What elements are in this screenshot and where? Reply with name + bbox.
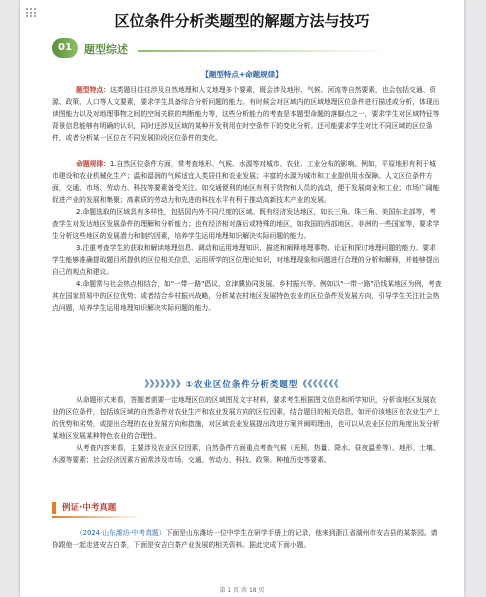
page-number: 第 1 页 共 18 页 <box>219 587 265 594</box>
features-text: 这类题目往往涉及自然地理和人文地理多个要素，既会涉及地形、气候、河流等自然要素，也会包括交通、资源、政策、人口等人文要素，要求学生具备综合分析问题的能力。有时候会对区域内的区域地理区位条件进行描述或分析，体现出读图能力以及对地理事物之间的空间关联的判断能力等，这些分析能力的考查是本题型命题的落脚点之一，要求学生对区域特征等背景信息能够有明确的认识，同时还涉及区域的某种开发利用在时空条件下的变化分析。还可能要求学生对比不同区域的区位条件，或者分析某一区位在不同发展阶段区位条件的变化。 <box>52 86 440 142</box>
rule-item: 3.注重考查学生的获取和解读地理信息、调动和运用地理知识、描述和阐释地理事物、论证和探讨地理问题的能力。要求学生能够准确提取题目所提供的区位相关信息，运用所学的区位理论知识，对地理现象和问题进行合理的分析和解释，并能够提出自己的观点和建议。 <box>52 244 440 276</box>
example-header <box>52 500 152 516</box>
rule-item: 1.自然区位条件方面，常考查地形、气候、水源等对城市、农业、工业分布的影响。例如，平原地形有利于城市建设和农业机械化生产；温和湿润的气候适宜人类居住和农业发展；丰富的水源为城市和工业提供用水保障。人文区位条件方面，交通、市场、劳动力、科技等要素备受关注。如交通便利的地区有利于货物和人员的流动，便于发展商业和工业；市场广阔能促进产业的发展和集聚；高素质的劳动力和先进的科技水平有利于推动高新技术产业的发展。 <box>52 160 440 204</box>
analysis-paragraph: 从命题形式来看，答题者需要一定地理区位的区域图及文字材料，要求考生根据图文信息和所学知识，分析该地区发展农业的区位条件，包括该区域的自然条件对农业生产和农业发展方向的区位因素，结合题目的相关信息，如评价该地区在农业生产上的优势和劣势，或提出合理的农业发展方向和措施，对区域农业发展提出改进方案并阐明理由，也可以从农业区位的角度出发分析某地区发展某种特色农业的合理性。 <box>52 396 440 440</box>
section-label: 题型综述 <box>84 43 128 56</box>
question-stem <box>52 527 442 551</box>
rules-label: 命题规律： <box>76 160 110 168</box>
subsection-title: 》》》》》》》①农业区位条件分析类题型《《《《《《《 <box>144 380 340 390</box>
features-label: 题型特点： <box>76 86 110 94</box>
example-marker <box>52 502 56 514</box>
rules-section <box>52 158 442 314</box>
section-header <box>52 38 382 60</box>
page-title: 区位条件分析类题型的解题方法与技巧 <box>114 12 370 30</box>
rule-item: 2.命题选取的区域具有多样性，包括国内外不同尺度的区域。既有经济发达地区，如长三角、珠三角、美国东北部等，考查学生对发达地区发展条件的理解和分析能力；也有经济相对落后或特殊的地区，如我国的西部地区、非洲的一些国家等，要求学生分析这些地区的发展潜力和制约因素，培养学生运用地理知识解决实际问题的能力。 <box>52 208 440 240</box>
features-paragraph <box>52 84 442 144</box>
analysis-paragraph: 从考查内容来看，主要涉及农业区位因素，自然条件方面重点考查气候（光照、热量、降水、昼夜温差等）、地形、土壤、水源等要素；社会经济因素方面常涉及市场、交通、劳动力、科技、政策、种植历史等要素。 <box>52 444 440 464</box>
section-divider <box>138 50 388 52</box>
document-page <box>20 0 464 597</box>
question-text: 下面是山东潍坊一位中学生在研学手册上的记录，他来到浙江省湖州市安吉县的某茶园。请你跟他一起走进安吉白茶，下面是安吉白茶产业发展的相关资料。据此完成下面小题。 <box>52 529 438 549</box>
example-label: 例证·中考真题 <box>62 503 117 513</box>
analysis-section <box>52 394 442 466</box>
subheading: 【题型特点+命题规律】 <box>201 70 283 79</box>
section-number-badge: 01 <box>52 38 78 58</box>
example-underline <box>52 516 142 518</box>
rule-item: 4.命题常与社会热点相结合，如"一带一路"倡议、京津冀协同发展、乡村振兴等。例如以"一带一路"沿线某地区为例，考查其在国家贸易中的区位优势；或者结合乡村振兴战略，分析某农村地区发展特色农业的区位条件及发展方向，引导学生关注社会热点问题，培养学生运用地理知识解决实际问题的能力。 <box>52 280 442 312</box>
question-source: （2024·山东潍坊·中考真题） <box>76 529 166 537</box>
